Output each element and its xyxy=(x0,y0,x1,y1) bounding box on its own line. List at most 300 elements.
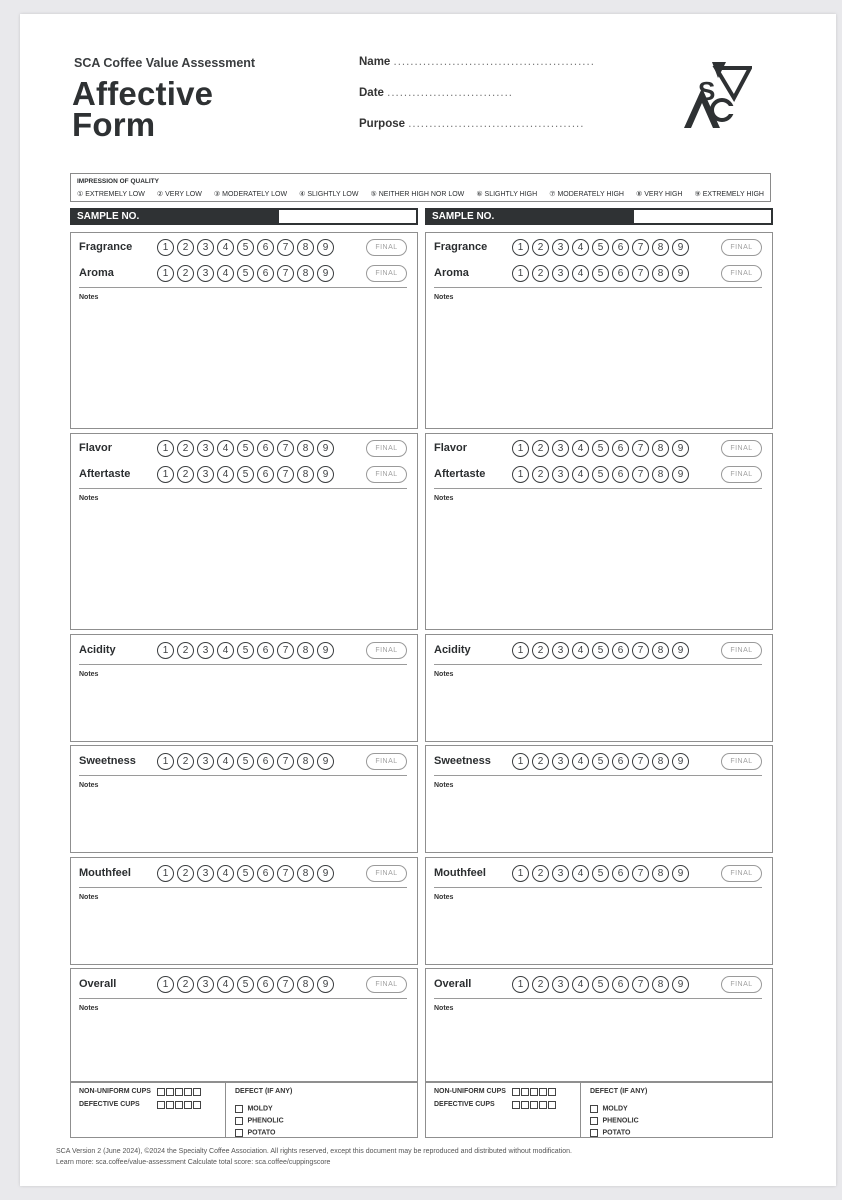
score-circle-5[interactable]: 5 xyxy=(237,976,254,993)
score-circle-4[interactable]: 4 xyxy=(217,642,234,659)
score-circle-1[interactable]: 1 xyxy=(512,466,529,483)
score-circle-9[interactable]: 9 xyxy=(672,265,689,282)
defect-title: DEFECT (IF ANY) xyxy=(235,1088,293,1095)
score-circle-5[interactable]: 5 xyxy=(592,440,609,457)
score-circle-2[interactable]: 2 xyxy=(177,239,194,256)
defect-option-label: POTATO xyxy=(247,1129,276,1137)
mouthfeel-final-score[interactable]: FINAL xyxy=(366,865,407,882)
score-circle-4[interactable]: 4 xyxy=(572,440,589,457)
cup-checkbox[interactable] xyxy=(512,1088,520,1096)
aftertaste-label: Aftertaste xyxy=(79,468,131,480)
defect-option-potato[interactable] xyxy=(590,1124,630,1142)
notes-area[interactable] xyxy=(434,506,764,625)
aroma-scale xyxy=(157,265,334,282)
footer-line-2: Learn more: sca.coffee/value-assessment Calculate total score: sca.coffee/cuppingscore xyxy=(56,1159,331,1166)
legend-item: ② VERY LOW xyxy=(156,191,202,198)
flavor-scale xyxy=(512,440,689,457)
notes-label: Notes xyxy=(79,894,99,901)
name-field[interactable] xyxy=(359,56,595,68)
score-circle-4[interactable]: 4 xyxy=(217,239,234,256)
score-circle-7[interactable]: 7 xyxy=(632,976,649,993)
score-circle-7[interactable]: 7 xyxy=(632,642,649,659)
score-circle-3[interactable]: 3 xyxy=(552,466,569,483)
acidity-label: Acidity xyxy=(434,644,471,656)
fragrance-final-score[interactable]: FINAL xyxy=(366,239,407,256)
score-circle-5[interactable]: 5 xyxy=(592,865,609,882)
attribute-panel xyxy=(70,857,418,965)
score-circle-8[interactable]: 8 xyxy=(297,976,314,993)
defective-cups-label: DEFECTIVE CUPS xyxy=(79,1101,140,1108)
score-circle-9[interactable]: 9 xyxy=(672,239,689,256)
notes-label: Notes xyxy=(434,294,454,301)
legend-item: ⑦ MODERATELY HIGH xyxy=(549,191,624,198)
score-circle-4[interactable]: 4 xyxy=(217,466,234,483)
footer-line-1: SCA Version 2 (June 2024), ©2024 the Specialty Coffee Association. All rights reserved, except this document may be reproduced and distributed without modification. xyxy=(56,1148,572,1155)
cup-checkbox[interactable] xyxy=(175,1101,183,1109)
notes-divider xyxy=(79,664,407,665)
score-circle-7[interactable]: 7 xyxy=(632,865,649,882)
score-circle-3[interactable]: 3 xyxy=(197,440,214,457)
overall-label: Overall xyxy=(434,978,472,990)
aroma-scale xyxy=(512,265,689,282)
defect-option-label: PHENOLIC xyxy=(247,1117,284,1125)
defective-cups-boxes xyxy=(512,1101,556,1109)
score-circle-6[interactable]: 6 xyxy=(257,642,274,659)
score-circle-4[interactable]: 4 xyxy=(572,642,589,659)
svg-text:S: S xyxy=(698,76,716,106)
attribute-panel xyxy=(425,968,773,1082)
attribute-panel xyxy=(425,745,773,853)
score-circle-1[interactable]: 1 xyxy=(157,440,174,457)
notes-area[interactable] xyxy=(434,682,764,737)
score-circle-5[interactable]: 5 xyxy=(237,865,254,882)
score-circle-8[interactable]: 8 xyxy=(652,440,669,457)
cup-checkbox[interactable] xyxy=(521,1088,529,1096)
sweetness-final-score[interactable]: FINAL xyxy=(721,753,762,770)
score-circle-2[interactable]: 2 xyxy=(532,976,549,993)
score-circle-1[interactable]: 1 xyxy=(157,976,174,993)
attribute-panel xyxy=(70,745,418,853)
score-circle-4[interactable]: 4 xyxy=(572,753,589,770)
score-circle-1[interactable]: 1 xyxy=(512,865,529,882)
defect-panel-left xyxy=(70,1082,418,1138)
defect-divider xyxy=(225,1083,226,1137)
score-circle-3[interactable]: 3 xyxy=(552,239,569,256)
score-circle-2[interactable]: 2 xyxy=(532,865,549,882)
cup-checkbox[interactable] xyxy=(175,1088,183,1096)
legend-item: ⑤ NEITHER HIGH NOR LOW xyxy=(370,191,465,198)
score-circle-6[interactable]: 6 xyxy=(257,440,274,457)
score-circle-6[interactable]: 6 xyxy=(612,466,629,483)
notes-area[interactable] xyxy=(79,682,409,737)
score-circle-5[interactable]: 5 xyxy=(237,466,254,483)
cup-checkbox[interactable] xyxy=(157,1101,165,1109)
score-circle-3[interactable]: 3 xyxy=(197,865,214,882)
score-circle-5[interactable]: 5 xyxy=(592,642,609,659)
non-uniform-cups-label: NON-UNIFORM CUPS xyxy=(79,1088,151,1095)
score-circle-1[interactable]: 1 xyxy=(157,265,174,282)
flavor-scale xyxy=(157,440,334,457)
sweetness-final-score[interactable]: FINAL xyxy=(366,753,407,770)
cup-checkbox[interactable] xyxy=(184,1088,192,1096)
score-circle-4[interactable]: 4 xyxy=(217,440,234,457)
score-circle-2[interactable]: 2 xyxy=(532,239,549,256)
aftertaste-final-score[interactable]: FINAL xyxy=(721,466,762,483)
sample-no-label: SAMPLE NO. xyxy=(432,211,495,222)
acidity-final-score[interactable]: FINAL xyxy=(721,642,762,659)
score-circle-4[interactable]: 4 xyxy=(572,466,589,483)
cup-checkbox[interactable] xyxy=(521,1101,529,1109)
notes-label: Notes xyxy=(434,894,454,901)
mouthfeel-final-score[interactable]: FINAL xyxy=(721,865,762,882)
score-circle-9[interactable]: 9 xyxy=(672,753,689,770)
notes-divider xyxy=(79,287,407,288)
overall-scale xyxy=(512,976,689,993)
score-circle-7[interactable]: 7 xyxy=(277,753,294,770)
score-circle-3[interactable]: 3 xyxy=(197,642,214,659)
notes-area[interactable] xyxy=(434,1016,764,1077)
cup-checkbox[interactable] xyxy=(166,1088,174,1096)
legend-item: ③ MODERATELY LOW xyxy=(213,191,288,198)
notes-area[interactable] xyxy=(79,1016,409,1077)
score-circle-8[interactable]: 8 xyxy=(652,642,669,659)
score-circle-6[interactable]: 6 xyxy=(612,265,629,282)
score-circle-2[interactable]: 2 xyxy=(177,642,194,659)
overall-label: Overall xyxy=(79,978,117,990)
notes-area[interactable] xyxy=(79,506,409,625)
score-circle-8[interactable]: 8 xyxy=(652,265,669,282)
legend-item: ⑥ SLIGHTLY HIGH xyxy=(476,191,538,198)
mouthfeel-label: Mouthfeel xyxy=(434,867,486,879)
score-circle-2[interactable]: 2 xyxy=(177,865,194,882)
date-field[interactable] xyxy=(359,87,513,99)
notes-label: Notes xyxy=(434,782,454,789)
score-circle-9[interactable]: 9 xyxy=(317,642,334,659)
score-circle-9[interactable]: 9 xyxy=(317,865,334,882)
score-circle-6[interactable]: 6 xyxy=(612,440,629,457)
defect-option-label: MOLDY xyxy=(602,1105,628,1113)
score-circle-8[interactable]: 8 xyxy=(652,976,669,993)
score-circle-3[interactable]: 3 xyxy=(197,466,214,483)
non-uniform-cups-boxes xyxy=(157,1088,201,1096)
score-circle-7[interactable]: 7 xyxy=(632,440,649,457)
score-circle-5[interactable]: 5 xyxy=(237,239,254,256)
notes-divider xyxy=(79,488,407,489)
overall-final-score[interactable]: FINAL xyxy=(721,976,762,993)
acidity-scale xyxy=(157,642,334,659)
sample-no-bar-left xyxy=(70,208,418,225)
cup-checkbox[interactable] xyxy=(548,1101,556,1109)
score-circle-4[interactable]: 4 xyxy=(217,865,234,882)
score-circle-7[interactable]: 7 xyxy=(277,440,294,457)
cup-checkbox[interactable] xyxy=(184,1101,192,1109)
notes-area[interactable] xyxy=(434,793,764,848)
score-circle-3[interactable]: 3 xyxy=(552,440,569,457)
attribute-panel xyxy=(425,857,773,965)
fragrance-label: Fragrance xyxy=(434,241,488,253)
notes-area[interactable] xyxy=(79,793,409,848)
score-circle-7[interactable]: 7 xyxy=(277,976,294,993)
score-circle-9[interactable]: 9 xyxy=(317,239,334,256)
score-circle-6[interactable]: 6 xyxy=(257,865,274,882)
title-line-1: Affective xyxy=(72,75,214,112)
legend-items xyxy=(77,190,764,198)
score-circle-7[interactable]: 7 xyxy=(632,753,649,770)
score-circle-6[interactable]: 6 xyxy=(257,466,274,483)
legend-item: ① EXTREMELY LOW xyxy=(77,191,145,198)
cup-checkbox[interactable] xyxy=(539,1088,547,1096)
form-subtitle: SCA Coffee Value Assessment xyxy=(74,56,256,70)
form-title xyxy=(72,75,214,143)
score-circle-1[interactable]: 1 xyxy=(157,466,174,483)
aftertaste-label: Aftertaste xyxy=(434,468,486,480)
score-circle-1[interactable]: 1 xyxy=(157,753,174,770)
score-circle-7[interactable]: 7 xyxy=(277,466,294,483)
score-circle-1[interactable]: 1 xyxy=(512,239,529,256)
score-circle-2[interactable]: 2 xyxy=(177,440,194,457)
non-uniform-cups-label: NON-UNIFORM CUPS xyxy=(434,1088,506,1095)
score-circle-5[interactable]: 5 xyxy=(237,642,254,659)
score-circle-5[interactable]: 5 xyxy=(592,976,609,993)
score-circle-5[interactable]: 5 xyxy=(592,753,609,770)
non-uniform-cups-boxes xyxy=(512,1088,556,1096)
cup-checkbox[interactable] xyxy=(157,1088,165,1096)
score-circle-3[interactable]: 3 xyxy=(197,265,214,282)
defect-option-label: POTATO xyxy=(602,1129,631,1137)
score-circle-3[interactable]: 3 xyxy=(552,976,569,993)
score-circle-9[interactable]: 9 xyxy=(672,440,689,457)
notes-divider xyxy=(79,775,407,776)
score-circle-2[interactable]: 2 xyxy=(177,265,194,282)
score-circle-8[interactable]: 8 xyxy=(652,239,669,256)
fragrance-label: Fragrance xyxy=(79,241,133,253)
score-circle-8[interactable]: 8 xyxy=(652,466,669,483)
notes-area[interactable] xyxy=(434,305,764,424)
score-circle-3[interactable]: 3 xyxy=(197,753,214,770)
score-circle-6[interactable]: 6 xyxy=(612,239,629,256)
defect-option-label: PHENOLIC xyxy=(602,1117,639,1125)
score-circle-2[interactable]: 2 xyxy=(177,753,194,770)
sweetness-label: Sweetness xyxy=(79,755,136,767)
score-circle-9[interactable]: 9 xyxy=(672,466,689,483)
score-circle-7[interactable]: 7 xyxy=(277,265,294,282)
acidity-scale xyxy=(512,642,689,659)
notes-label: Notes xyxy=(434,495,454,502)
attribute-panel xyxy=(425,634,773,742)
date-dots: .............................. xyxy=(387,87,513,99)
score-circle-7[interactable]: 7 xyxy=(632,466,649,483)
score-circle-1[interactable]: 1 xyxy=(157,642,174,659)
notes-label: Notes xyxy=(79,294,99,301)
cup-checkbox[interactable] xyxy=(539,1101,547,1109)
legend-item: ④ SLIGHTLY LOW xyxy=(299,191,359,198)
cup-checkbox[interactable] xyxy=(166,1101,174,1109)
score-circle-1[interactable]: 1 xyxy=(157,239,174,256)
notes-divider xyxy=(434,887,762,888)
score-circle-6[interactable]: 6 xyxy=(612,642,629,659)
score-circle-6[interactable]: 6 xyxy=(612,865,629,882)
form-sheet xyxy=(20,14,836,1186)
score-circle-7[interactable]: 7 xyxy=(277,239,294,256)
score-circle-8[interactable]: 8 xyxy=(297,642,314,659)
aroma-final-score[interactable]: FINAL xyxy=(721,265,762,282)
score-circle-2[interactable]: 2 xyxy=(532,466,549,483)
defect-panel-right xyxy=(425,1082,773,1138)
score-circle-6[interactable]: 6 xyxy=(257,976,274,993)
sca-logo-icon xyxy=(682,58,752,130)
score-circle-2[interactable]: 2 xyxy=(532,440,549,457)
notes-divider xyxy=(434,998,762,999)
mouthfeel-label: Mouthfeel xyxy=(79,867,131,879)
score-circle-5[interactable]: 5 xyxy=(592,265,609,282)
sample-no-label: SAMPLE NO. xyxy=(77,211,140,222)
score-circle-8[interactable]: 8 xyxy=(652,865,669,882)
attribute-panel xyxy=(70,968,418,1082)
score-circle-6[interactable]: 6 xyxy=(257,265,274,282)
mouthfeel-scale xyxy=(512,865,689,882)
score-circle-4[interactable]: 4 xyxy=(217,976,234,993)
sweetness-scale xyxy=(157,753,334,770)
fragrance-final-score[interactable]: FINAL xyxy=(721,239,762,256)
score-circle-9[interactable]: 9 xyxy=(317,976,334,993)
overall-final-score[interactable]: FINAL xyxy=(366,976,407,993)
score-circle-8[interactable]: 8 xyxy=(297,265,314,282)
defective-cups-boxes xyxy=(157,1101,201,1109)
score-circle-3[interactable]: 3 xyxy=(552,865,569,882)
score-circle-5[interactable]: 5 xyxy=(237,440,254,457)
score-circle-5[interactable]: 5 xyxy=(237,753,254,770)
score-circle-1[interactable]: 1 xyxy=(512,265,529,282)
score-circle-2[interactable]: 2 xyxy=(532,753,549,770)
notes-divider xyxy=(434,664,762,665)
cup-checkbox[interactable] xyxy=(193,1101,201,1109)
score-circle-3[interactable]: 3 xyxy=(552,642,569,659)
aftertaste-final-score[interactable]: FINAL xyxy=(366,466,407,483)
acidity-final-score[interactable]: FINAL xyxy=(366,642,407,659)
flavor-final-score[interactable]: FINAL xyxy=(721,440,762,457)
legend-title: IMPRESSION OF QUALITY xyxy=(77,178,159,185)
impression-legend xyxy=(70,173,771,202)
notes-area[interactable] xyxy=(79,905,409,960)
aftertaste-scale xyxy=(157,466,334,483)
score-circle-7[interactable]: 7 xyxy=(632,265,649,282)
sample-no-input[interactable] xyxy=(279,210,416,223)
score-circle-3[interactable]: 3 xyxy=(552,265,569,282)
score-circle-8[interactable]: 8 xyxy=(297,753,314,770)
score-circle-2[interactable]: 2 xyxy=(532,642,549,659)
score-circle-4[interactable]: 4 xyxy=(572,976,589,993)
score-circle-6[interactable]: 6 xyxy=(612,753,629,770)
score-circle-9[interactable]: 9 xyxy=(317,265,334,282)
attribute-panel xyxy=(425,433,773,630)
score-circle-7[interactable]: 7 xyxy=(277,642,294,659)
defect-option-label: MOLDY xyxy=(247,1105,273,1113)
score-circle-4[interactable]: 4 xyxy=(572,265,589,282)
score-circle-8[interactable]: 8 xyxy=(652,753,669,770)
score-circle-7[interactable]: 7 xyxy=(277,865,294,882)
sweetness-scale xyxy=(512,753,689,770)
cup-checkbox[interactable] xyxy=(548,1088,556,1096)
sample-no-input[interactable] xyxy=(634,210,771,223)
score-circle-9[interactable]: 9 xyxy=(317,466,334,483)
score-circle-6[interactable]: 6 xyxy=(612,976,629,993)
score-circle-8[interactable]: 8 xyxy=(297,440,314,457)
score-circle-2[interactable]: 2 xyxy=(532,265,549,282)
flavor-final-score[interactable]: FINAL xyxy=(366,440,407,457)
notes-label: Notes xyxy=(79,495,99,502)
score-circle-4[interactable]: 4 xyxy=(572,239,589,256)
score-circle-6[interactable]: 6 xyxy=(257,239,274,256)
acidity-label: Acidity xyxy=(79,644,116,656)
score-circle-4[interactable]: 4 xyxy=(572,865,589,882)
score-circle-8[interactable]: 8 xyxy=(297,865,314,882)
score-circle-9[interactable]: 9 xyxy=(672,865,689,882)
sweetness-label: Sweetness xyxy=(434,755,491,767)
score-circle-3[interactable]: 3 xyxy=(197,976,214,993)
defective-cups-label: DEFECTIVE CUPS xyxy=(434,1101,495,1108)
attribute-panel xyxy=(425,232,773,429)
score-circle-9[interactable]: 9 xyxy=(317,440,334,457)
purpose-label: Purpose xyxy=(359,118,406,130)
score-circle-1[interactable]: 1 xyxy=(512,976,529,993)
score-circle-9[interactable]: 9 xyxy=(672,976,689,993)
score-circle-6[interactable]: 6 xyxy=(257,753,274,770)
score-circle-5[interactable]: 5 xyxy=(237,265,254,282)
score-circle-1[interactable]: 1 xyxy=(512,440,529,457)
score-circle-4[interactable]: 4 xyxy=(217,753,234,770)
attribute-panel xyxy=(70,433,418,630)
score-circle-9[interactable]: 9 xyxy=(317,753,334,770)
notes-area[interactable] xyxy=(79,305,409,424)
notes-area[interactable] xyxy=(434,905,764,960)
notes-label: Notes xyxy=(434,671,454,678)
cup-checkbox[interactable] xyxy=(193,1088,201,1096)
score-circle-2[interactable]: 2 xyxy=(177,976,194,993)
score-circle-1[interactable]: 1 xyxy=(512,642,529,659)
score-circle-2[interactable]: 2 xyxy=(177,466,194,483)
defect-option-potato[interactable] xyxy=(235,1124,275,1142)
defect-checkbox[interactable] xyxy=(590,1129,598,1137)
score-circle-7[interactable]: 7 xyxy=(632,239,649,256)
score-circle-9[interactable]: 9 xyxy=(672,642,689,659)
score-circle-1[interactable]: 1 xyxy=(512,753,529,770)
notes-label: Notes xyxy=(79,1005,99,1012)
aroma-final-score[interactable]: FINAL xyxy=(366,265,407,282)
purpose-field[interactable] xyxy=(359,118,584,130)
cup-checkbox[interactable] xyxy=(512,1101,520,1109)
score-circle-1[interactable]: 1 xyxy=(157,865,174,882)
defect-checkbox[interactable] xyxy=(235,1129,243,1137)
notes-label: Notes xyxy=(434,1005,454,1012)
score-circle-8[interactable]: 8 xyxy=(297,239,314,256)
purpose-dots: .......................................... xyxy=(408,118,585,130)
score-circle-5[interactable]: 5 xyxy=(592,239,609,256)
score-circle-4[interactable]: 4 xyxy=(217,265,234,282)
score-circle-8[interactable]: 8 xyxy=(297,466,314,483)
fragrance-scale xyxy=(157,239,334,256)
score-circle-3[interactable]: 3 xyxy=(197,239,214,256)
aftertaste-scale xyxy=(512,466,689,483)
sample-no-bar-right xyxy=(425,208,773,225)
cup-checkbox[interactable] xyxy=(530,1088,538,1096)
score-circle-5[interactable]: 5 xyxy=(592,466,609,483)
score-circle-3[interactable]: 3 xyxy=(552,753,569,770)
mouthfeel-scale xyxy=(157,865,334,882)
notes-divider xyxy=(79,887,407,888)
cup-checkbox[interactable] xyxy=(530,1101,538,1109)
attribute-panel xyxy=(70,232,418,429)
title-line-2: Form xyxy=(72,106,156,143)
